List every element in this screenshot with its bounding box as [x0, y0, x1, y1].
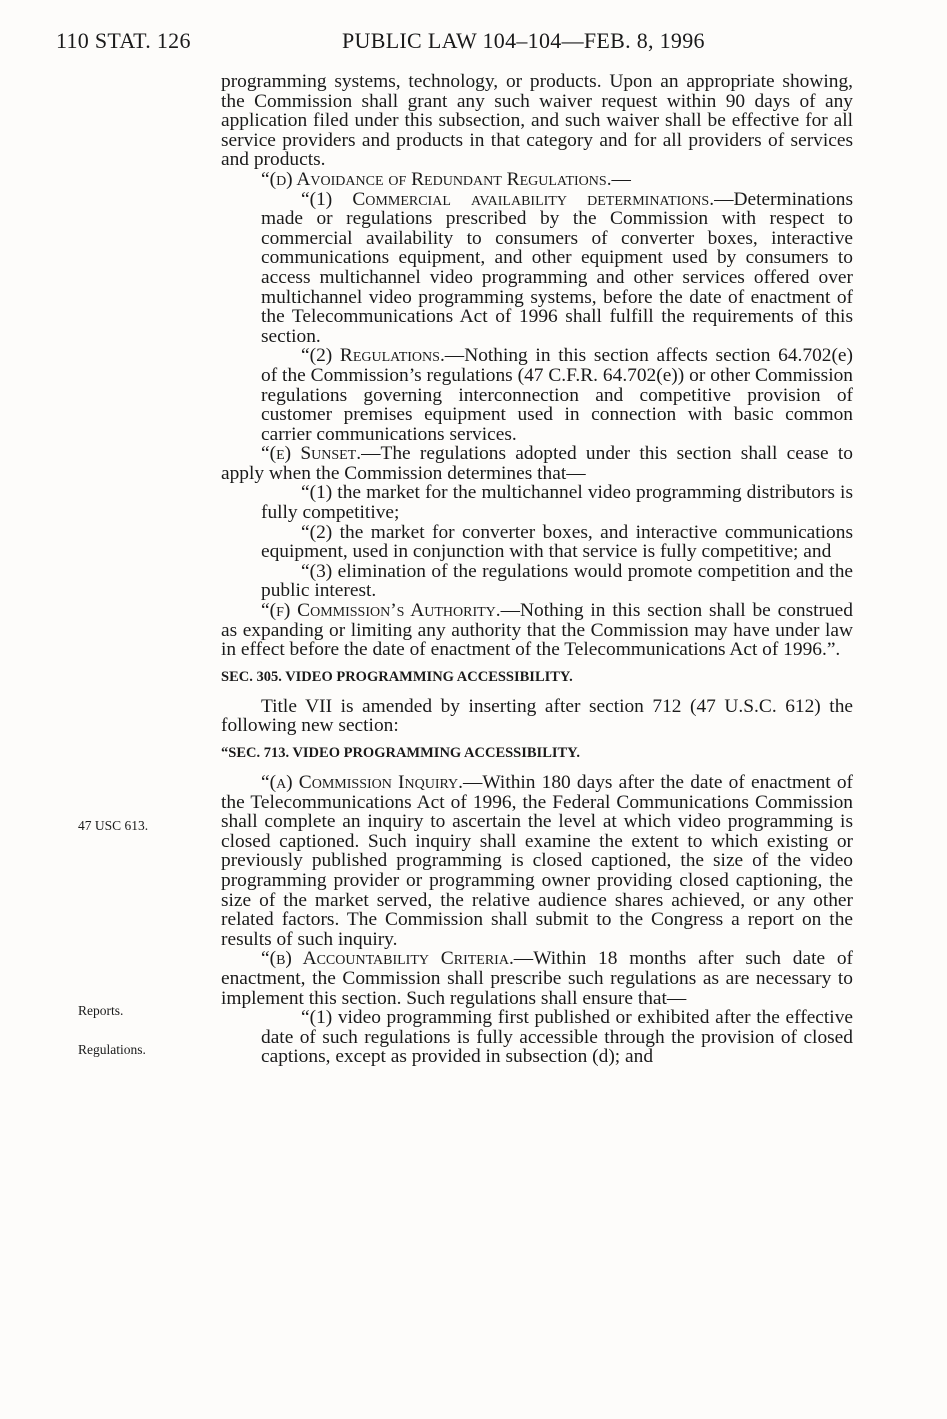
subsection-f: “(f) Commission’s Authority.—Nothing in this section shall be construed as expanding or limiting any authority that the Commission may have under law in effect before the date of enactment of the Telecommunications Act of 1996.”. [221, 600, 853, 661]
paragraph-d2: “(2) Regulations.—Nothing in this section affects section 64.702(e) of the Commission’s regulations (47 C.F.R. 64.702(e)) or other Commission regulations governing interconnection and competitive provision of customer premises equipment used in connection with basic common carrier communications services. [261, 345, 853, 445]
subsection-a: “(a) Commission Inquiry.—Within 180 days after the date of enactment of the Telecommunications Act of 1996, the Federal Communications Commission shall complete an inquiry to ascertain the level at which video programming is closed captioned. Such inquiry shall examine the extent to which existing or previously published programming is closed captioned, the size of the video programming provider or programming owner providing closed captioning, the size of the market served, the relative audience shares achieved, or any other related factors. The Commission shall submit to the Congress a report on the results of such inquiry. [221, 772, 853, 950]
margin-note-reports: Reports. [78, 1003, 124, 1018]
paragraph-e3: “(3) elimination of the regulations would promote competition and the public interest. [261, 560, 853, 602]
subsection-d-heading: “(d) Avoidance of Redundant Regulations.— [261, 168, 631, 190]
subsection-a-heading: “(a) Commission Inquiry. [261, 772, 464, 793]
paragraph-d1-heading: “(1) Commercial availability determinations. [301, 188, 715, 210]
continued-paragraph: programming systems, technology, or products. Upon an appropriate showing, the Commission shall grant any such waiver request within 90 days of any application filed under this subsection, and such waiver shall be effective for all service providers and products in that category and for all providers of services and products. [221, 71, 853, 171]
margin-note-usc: 47 USC 613. [78, 818, 149, 833]
subsection-b-heading: “(b) Accountability Criteria. [261, 948, 514, 970]
margin-note-regulations: Regulations. [78, 1042, 146, 1057]
section-305-heading: SEC. 305. VIDEO PROGRAMMING ACCESSIBILITY. [221, 668, 573, 685]
title-vii-amendment: Title VII is amended by inserting after section 712 (47 U.S.C. 612) the following new section: [221, 695, 853, 737]
paragraph-d1: “(1) Commercial availability determinations.—Determinations made or regulations prescribed by the Commission with respect to commercial availability to consumers of converter boxes, interactive communications equipment, and other equipment used by consumers to access multichannel video programming and other services offered over multichannel video programming systems, before the date of enactment of the Telecommunications Act of 1996 shall fulfill the requirements of this section. [261, 188, 853, 347]
page-number: 110 STAT. 126 [56, 28, 191, 53]
subsection-e-heading: “(e) Sunset. [261, 443, 362, 465]
subsection-b: “(b) Accountability Criteria.—Within 18 months after such date of enactment, the Commission shall prescribe such regulations as are necessary to implement this section. Such regulations shall ensure that— [221, 948, 853, 1009]
subsection-e: “(e) Sunset.—The regulations adopted under this section shall cease to apply when the Commission determines that— [221, 443, 853, 484]
page-body [221, 72, 853, 1067]
paragraph-e2: “(2) the market for converter boxes, and interactive communications equipment, used in conjunction with that service is fully competitive; and [261, 521, 853, 563]
law-title: PUBLIC LAW 104–104—FEB. 8, 1996 [342, 28, 705, 53]
subsection-f-heading: “(f) Commission’s Authority. [261, 600, 501, 622]
paragraph-b1: “(1) video programming first published or exhibited after the effective date of such regulations is fully accessible through the provision of closed captions, except as provided in subsection (d); and [261, 1007, 853, 1068]
paragraph-e1: “(1) the market for the multichannel video programming distributors is fully competitive; [261, 482, 853, 524]
paragraph-d2-heading: “(2) Regulations. [301, 345, 445, 367]
section-713-heading: “SEC. 713. VIDEO PROGRAMMING ACCESSIBILITY. [221, 745, 580, 761]
